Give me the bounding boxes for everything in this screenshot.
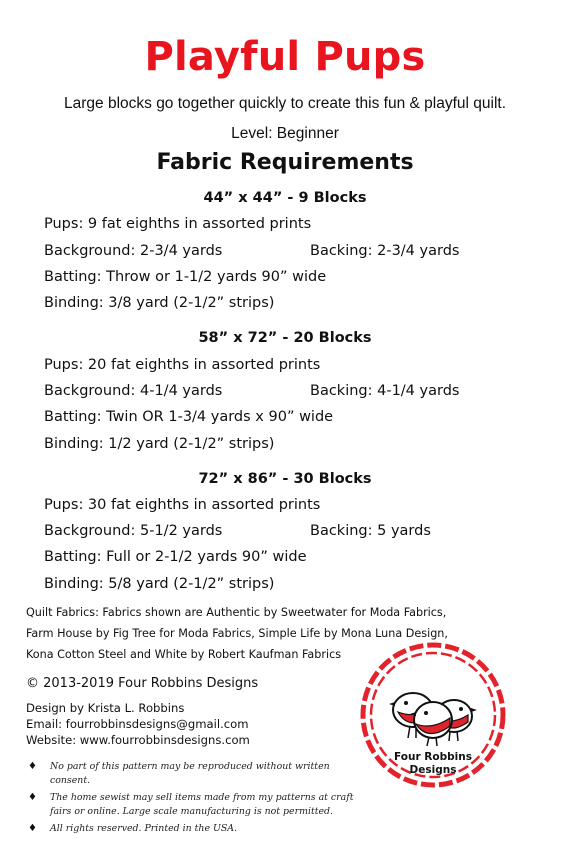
diamond-bullet-icon: ♦ (28, 761, 37, 772)
skill-level: Level: Beginner (231, 125, 339, 142)
batting-line: Batting: Throw or 1-1/2 yards 90” wide (44, 269, 327, 285)
backing-line: Backing: 2-3/4 yards (310, 243, 460, 259)
legal-notes (26, 760, 371, 840)
page-subtitle: Large blocks go together quickly to create this fun & playful quilt. (64, 95, 506, 112)
legal-note-text: All rights reserved. Printed in the USA. (50, 823, 238, 834)
legal-note (26, 791, 371, 818)
four-robbins-logo (358, 640, 508, 790)
quilt-fabrics-line: Quilt Fabrics: Fabrics shown are Authentic by Sweetwater for Moda Fabrics, (26, 606, 447, 619)
background-line: Background: 2-3/4 yards (44, 243, 223, 259)
diamond-bullet-icon: ♦ (28, 792, 37, 803)
backing-line: Backing: 5 yards (310, 523, 431, 539)
pups-line: Pups: 30 fat eighths in assorted prints (44, 497, 321, 513)
background-line: Background: 4-1/4 yards (44, 383, 223, 399)
design-credits (26, 700, 250, 748)
logo-text-line2: Designs (409, 764, 457, 776)
background-line: Background: 5-1/2 yards (44, 523, 223, 539)
backing-line: Backing: 4-1/4 yards (310, 383, 460, 399)
binding-line: Binding: 1/2 yard (2-1/2” strips) (44, 436, 275, 452)
batting-line: Batting: Twin OR 1-3/4 yards x 90” wide (44, 409, 334, 425)
quilt-fabrics-line: Kona Cotton Steel and White by Robert Kaufman Fabrics (26, 648, 342, 661)
quilt-fabrics-line: Farm House by Fig Tree for Moda Fabrics, Simple Life by Mona Luna Design, (26, 627, 448, 640)
designer-credit: Design by Krista L. Robbins (26, 701, 185, 715)
logo-text-line1: Four Robbins (394, 751, 472, 763)
binding-line: Binding: 3/8 yard (2-1/2” strips) (44, 295, 275, 311)
website-link: Website: www.fourrobbinsdesigns.com (26, 733, 250, 747)
legal-note (26, 822, 371, 836)
size-heading-small: 44” x 44” - 9 Blocks (203, 190, 367, 206)
pups-line: Pups: 20 fat eighths in assorted prints (44, 357, 321, 373)
diamond-bullet-icon: ♦ (28, 823, 37, 834)
size-heading-medium: 58” x 72” - 20 Blocks (198, 330, 372, 346)
batting-line: Batting: Full or 2-1/2 yards 90” wide (44, 549, 307, 565)
pups-line: Pups: 9 fat eighths in assorted prints (44, 216, 312, 232)
legal-note-text: No part of this pattern may be reproduced without written consent. (50, 761, 330, 786)
binding-line: Binding: 5/8 yard (2-1/2” strips) (44, 576, 275, 592)
size-heading-large: 72” x 86” - 30 Blocks (198, 471, 372, 487)
email-contact: Email: fourrobbinsdesigns@gmail.com (26, 717, 249, 731)
fabric-requirements-heading: Fabric Requirements (156, 150, 414, 175)
three-robins-logo-icon (358, 640, 508, 790)
copyright-line: © 2013-2019 Four Robbins Designs (26, 676, 259, 691)
legal-note-text: The home sewist may sell items made from my patterns at craft fairs or online. Large scale manufacturing is not permitted. (50, 792, 354, 817)
legal-note (26, 760, 371, 787)
page-title: Playful Pups (144, 34, 426, 80)
